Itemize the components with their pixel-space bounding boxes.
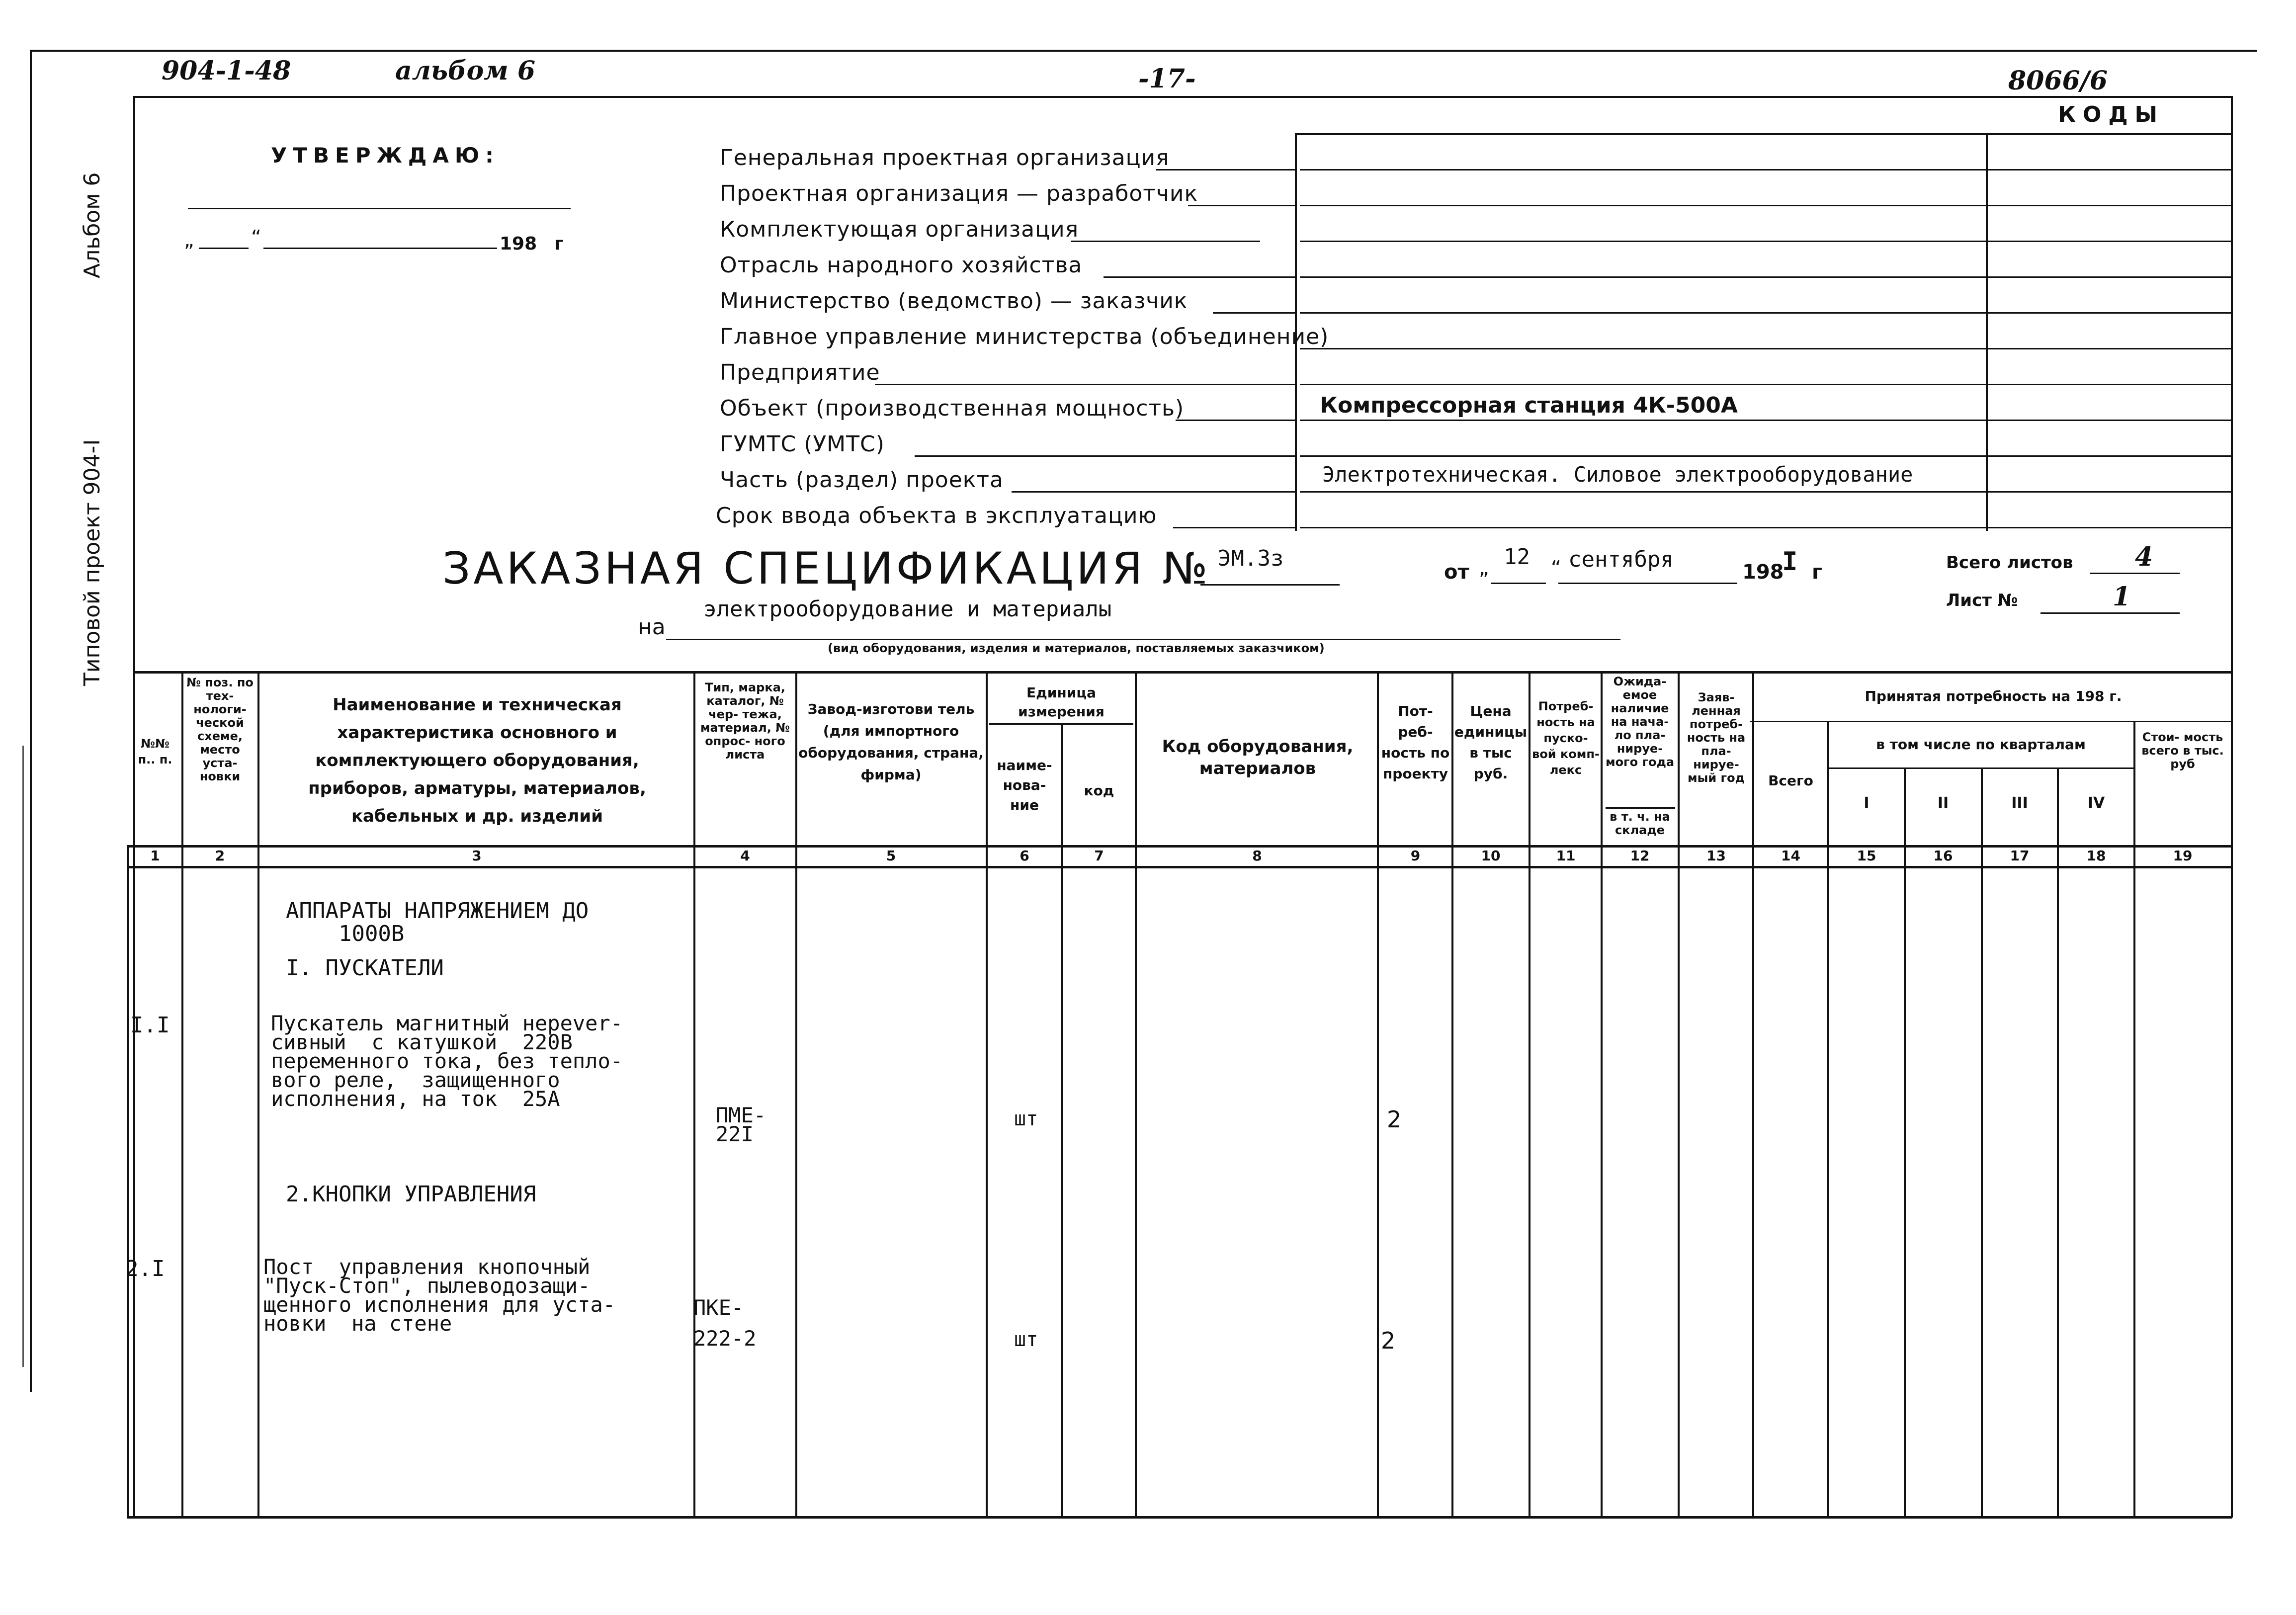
org-label-9: ГУМТС (УМТС)	[720, 431, 885, 457]
org-label-11: Срок ввода объекта в эксплуатацию	[716, 503, 1157, 528]
spec-number: ЭМ.3з	[1218, 546, 1284, 571]
codes-row-4	[1300, 276, 2231, 278]
approval-quote-close: “	[251, 226, 261, 249]
colnum-10: 10	[1481, 848, 1501, 864]
codes-row-3	[1300, 241, 2231, 242]
hdr-c10: Цена единицы в тыс руб.	[1454, 703, 1528, 782]
row-2-name: Пост управления кнопочный "Пуск-Стоп", пылеводозащи- щенного исполнения для уста- новки на стене	[263, 1255, 616, 1336]
hdr-c9: Пот- реб- ность по проекту	[1381, 703, 1450, 782]
album-handwritten: альбом 6	[395, 56, 536, 86]
org-label-4: Отрасль народного хозяйства	[720, 253, 1083, 278]
subsection-1: I. ПУСКАТЕЛИ	[286, 955, 444, 981]
colnum-16: 16	[1933, 848, 1953, 864]
top-border	[30, 50, 2257, 52]
c12-divider	[1606, 807, 1675, 809]
hdr-c4: Тип, марка, каталог, № чер- тежа, материал, № опрос- ного листа	[700, 680, 790, 762]
hdr-c13: Заяв- ленная потреб- ность на пла- нируе- мый год	[1687, 690, 1746, 785]
col-line-9	[1451, 671, 1453, 1516]
org-line-5	[1213, 312, 1295, 314]
col-line-3	[693, 671, 695, 1516]
org-label-6: Главное управление министерства (объединение)	[720, 324, 1329, 349]
codes-row-1	[1300, 169, 2231, 170]
date-year-prefix: 198	[1742, 561, 1784, 584]
ref-left: 904-1-48	[162, 56, 291, 86]
col-line-6	[1061, 723, 1063, 1516]
project-part-value: Электротехническая. Силовое электрооборудование	[1322, 462, 1913, 487]
col-line-17	[2057, 767, 2059, 1516]
section-heading: АППАРАТЫ НАПРЯЖЕНИЕМ ДО 1000В	[286, 898, 589, 946]
colnum-8: 8	[1252, 848, 1262, 864]
colnum-17: 17	[2010, 848, 2030, 864]
left-border	[30, 50, 32, 1392]
hdr-c7: код	[1084, 782, 1114, 799]
org-label-7: Предприятие	[720, 360, 880, 385]
org-label-3: Комплектующая организация	[720, 217, 1079, 242]
hdr-c11: Потреб- ность на пуско- вой комп- лекс	[1532, 699, 1600, 777]
col-line-5	[986, 671, 988, 1516]
colnum-14: 14	[1781, 848, 1800, 864]
codes-row-11	[1300, 527, 2231, 528]
margin-line	[22, 746, 24, 1367]
org-label-10: Часть (раздел) проекта	[720, 467, 1004, 493]
org-line-2	[1188, 205, 1295, 206]
hdr-quarters: в том числе по кварталам	[1876, 736, 2086, 753]
frame-top	[133, 96, 2232, 98]
date-day-suffix: “	[1551, 557, 1561, 580]
colnum-4: 4	[740, 848, 750, 864]
colnum-5: 5	[886, 848, 896, 864]
colnum-11: 11	[1556, 848, 1576, 864]
hdr-c17: III	[2011, 794, 2028, 812]
ref-right: 8066/6	[2008, 66, 2108, 96]
hdr-c6-7: Единица измерения	[1018, 684, 1105, 720]
side-project: Типовой проект 904-I	[80, 439, 105, 686]
side-album: Альбом 6	[80, 172, 105, 278]
org-line-11	[1173, 527, 1295, 528]
org-line-9	[915, 455, 1295, 457]
spec-title: ЗАКАЗНАЯ СПЕЦИФИКАЦИЯ №	[442, 543, 1211, 594]
hdr-c8: Код оборудования, материалов	[1162, 737, 1354, 778]
col-line-10	[1529, 671, 1531, 1516]
org-line-4	[1104, 276, 1295, 278]
date-year-digit: I	[1782, 547, 1798, 577]
total-sheets: 4	[2135, 542, 2153, 572]
col-line-18	[2133, 721, 2135, 1516]
col-line-7	[1135, 671, 1137, 1516]
codes-label: КОДЫ	[2058, 102, 2165, 127]
codes-row-7	[1300, 384, 2231, 385]
org-label-5: Министерство (ведомство) — заказчик	[720, 288, 1188, 314]
col-line-11	[1601, 671, 1603, 1516]
hdr-c12b: в т. ч. на складе	[1610, 810, 1670, 837]
row-2-unit: шт	[1014, 1328, 1038, 1351]
approval-year-suffix: г	[554, 234, 564, 254]
approval-quote-open: „	[184, 229, 194, 252]
col-line-12	[1678, 671, 1680, 1516]
col-line-16	[1981, 767, 1983, 1516]
codes-row-10	[1300, 491, 2231, 493]
frame-right	[2231, 96, 2233, 1518]
table-top	[133, 671, 2232, 674]
sheet-number: 1	[2113, 582, 2131, 612]
col-line-2	[257, 671, 259, 1516]
colnum-9: 9	[1410, 848, 1421, 864]
codes-row-5	[1300, 312, 2231, 314]
hdr-c12: Ожида- емое наличие на нача- ло пла- нируе- мого года	[1605, 675, 1675, 769]
codes-grid-top	[1295, 133, 2231, 135]
codes-grid-left	[1295, 133, 1297, 531]
org-label-1: Генеральная проектная организация	[720, 145, 1170, 170]
quarters-sub-line	[1827, 767, 2133, 769]
hdr-c18: IV	[2087, 794, 2105, 812]
total-sheets-label: Всего листов	[1946, 553, 2073, 573]
colnum-15: 15	[1857, 848, 1876, 864]
org-line-8	[1176, 420, 1295, 421]
hdr-c1: №№ п.. п.	[138, 737, 172, 766]
col-line-14	[1827, 721, 1829, 1516]
org-line-3	[1071, 241, 1260, 242]
object-value: Компрессорная станция 4К-500А	[1320, 393, 1738, 418]
frame-left	[133, 96, 135, 1518]
col-line-8	[1377, 671, 1379, 1516]
row-1-type: ПМЕ- 22I	[716, 1103, 766, 1146]
hdr-c16: II	[1937, 794, 1949, 812]
hdr-c2: № поз. по тех- нологи- ческой схеме, место уста- новки	[186, 676, 254, 783]
hdr-c6: наиме- нова- ние	[997, 757, 1052, 813]
org-label-8: Объект (производственная мощность)	[720, 396, 1185, 421]
col-line-0	[127, 845, 129, 1516]
date-from: от	[1444, 561, 1469, 584]
hdr-c19: Стои- мость всего в тыс. руб	[2141, 730, 2224, 771]
hdr-c5: Завод-изготови тель (для импортного оборудования, страна, фирма)	[798, 701, 984, 783]
spec-subject: электрооборудование и материалы	[703, 596, 1112, 622]
date-day-line	[1491, 583, 1546, 584]
subsection-2: 2.КНОПКИ УПРАВЛЕНИЯ	[286, 1182, 536, 1207]
colnum-6: 6	[1020, 848, 1029, 864]
col-line-1	[181, 671, 183, 1516]
sheet-label: Лист №	[1946, 591, 2018, 610]
col-line-13	[1752, 671, 1754, 1516]
table-bottom	[127, 1516, 2232, 1519]
codes-row-6	[1300, 348, 2231, 349]
approval-signature-line	[188, 208, 571, 209]
hdr-c3: Наименование и техническая характеристика основного и комплектующего оборудования, приборов, арматуры, материалов, кабельных и др. изделий	[308, 695, 646, 826]
colnum-3: 3	[472, 848, 482, 864]
spec-number-line	[1200, 584, 1340, 586]
row-1-qty: 2	[1387, 1106, 1402, 1133]
date-year-suffix: г	[1812, 561, 1822, 584]
hdr-c14: Всего	[1768, 772, 1813, 789]
accepted-sub-line	[1750, 721, 2232, 722]
date-day: 12	[1504, 544, 1530, 570]
codes-grid-mid	[1986, 133, 1988, 531]
sheet-number-line	[2041, 612, 2180, 614]
org-line-1	[1156, 169, 1295, 170]
on-label: на	[638, 614, 666, 640]
total-sheets-line	[2090, 573, 2180, 574]
hdr-accepted: Принятая потребность на 198 г.	[1865, 688, 2122, 704]
row-2-type: ПКЕ- 222-2	[693, 1295, 757, 1351]
approval-year: 198	[500, 234, 537, 254]
spec-subject-caption: (вид оборудования, изделия и материалов, поставляемых заказчиком)	[828, 641, 1325, 655]
colnum-12: 12	[1630, 848, 1650, 864]
codes-row-2	[1300, 205, 2231, 206]
hdr-c15: I	[1864, 794, 1870, 812]
spec-subject-line	[666, 639, 1620, 640]
codes-row-9	[1300, 455, 2231, 457]
colnum-18: 18	[2086, 848, 2106, 864]
colnum-13: 13	[1706, 848, 1726, 864]
colnum-19: 19	[2173, 848, 2193, 864]
colnum-2: 2	[215, 848, 225, 864]
header-bottom	[127, 845, 2232, 848]
row-1-name: Пускатель магнитный нерever- сивный с катушкой 220В переменного тока, без тепло- вого реле, защищенного исполнения, на ток 25А	[271, 1011, 623, 1111]
date-month: сентября	[1568, 547, 1674, 572]
row-2-qty: 2	[1381, 1327, 1396, 1354]
col-line-4	[795, 671, 797, 1516]
approval-month-line	[263, 248, 497, 249]
row-1-unit: шт	[1014, 1107, 1038, 1130]
approval-title: УТВЕРЖДАЮ:	[271, 143, 500, 168]
colnum-bottom	[127, 866, 2232, 868]
colnum-7: 7	[1094, 848, 1104, 864]
org-line-10	[1012, 491, 1295, 493]
date-day-prefix: „	[1479, 557, 1489, 580]
colnum-1: 1	[150, 848, 160, 864]
row-2-num: 2.I	[125, 1256, 165, 1281]
codes-row-8	[1300, 420, 2231, 421]
org-label-2: Проектная организация — разработчик	[720, 181, 1198, 206]
page-number: -17-	[1138, 64, 1196, 94]
approval-day-line	[199, 248, 249, 249]
col-line-15	[1904, 767, 1906, 1516]
org-line-7	[875, 384, 1295, 385]
date-month-line	[1558, 583, 1737, 584]
row-1-num: I.I	[130, 1013, 170, 1038]
